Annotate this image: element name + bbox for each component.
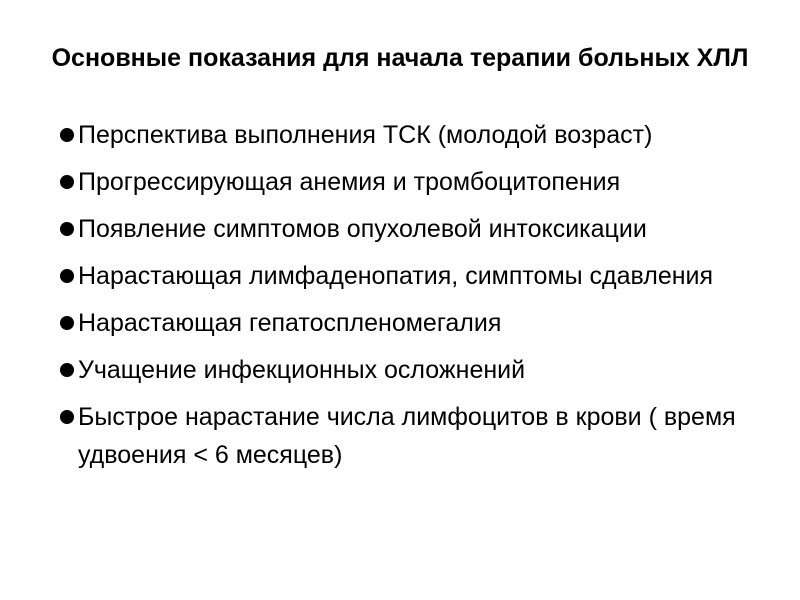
bullet-item-anemia <box>0 163 800 201</box>
bullet-dot-icon <box>60 269 74 283</box>
bullet-text: Появление симптомов опухолевой интоксикации <box>78 215 647 243</box>
bullet-text: Быстрое нарастание числа лимфоцитов в крови ( время удвоения < 6 месяцев) <box>78 403 736 469</box>
bullet-item-tsk <box>0 116 800 154</box>
bullet-list <box>0 116 800 483</box>
bullet-item-infections <box>0 351 800 389</box>
bullet-dot-icon <box>60 363 74 377</box>
bullet-dot-icon <box>60 175 74 189</box>
bullet-text: Перспектива выполнения ТСК (молодой возраст) <box>78 121 653 149</box>
bullet-dot-icon <box>60 128 74 142</box>
bullet-item-lymphocytes <box>0 398 800 474</box>
bullet-text: Учащение инфекционных осложнений <box>78 356 526 384</box>
bullet-text: Нарастающая гепатоспленомегалия <box>78 309 502 337</box>
bullet-item-intoxication <box>0 210 800 248</box>
bullet-item-hepatosplenomegaly <box>0 304 800 342</box>
bullet-dot-icon <box>60 410 74 424</box>
bullet-text: Нарастающая лимфаденопатия, симптомы сдавления <box>78 262 714 290</box>
slide-title: Основные показания для начала терапии больных ХЛЛ <box>51 44 749 72</box>
bullet-dot-icon <box>60 316 74 330</box>
bullet-item-lymphadenopathy <box>0 257 800 295</box>
bullet-dot-icon <box>60 222 74 236</box>
bullet-text: Прогрессирующая анемия и тромбоцитопения <box>78 168 621 196</box>
